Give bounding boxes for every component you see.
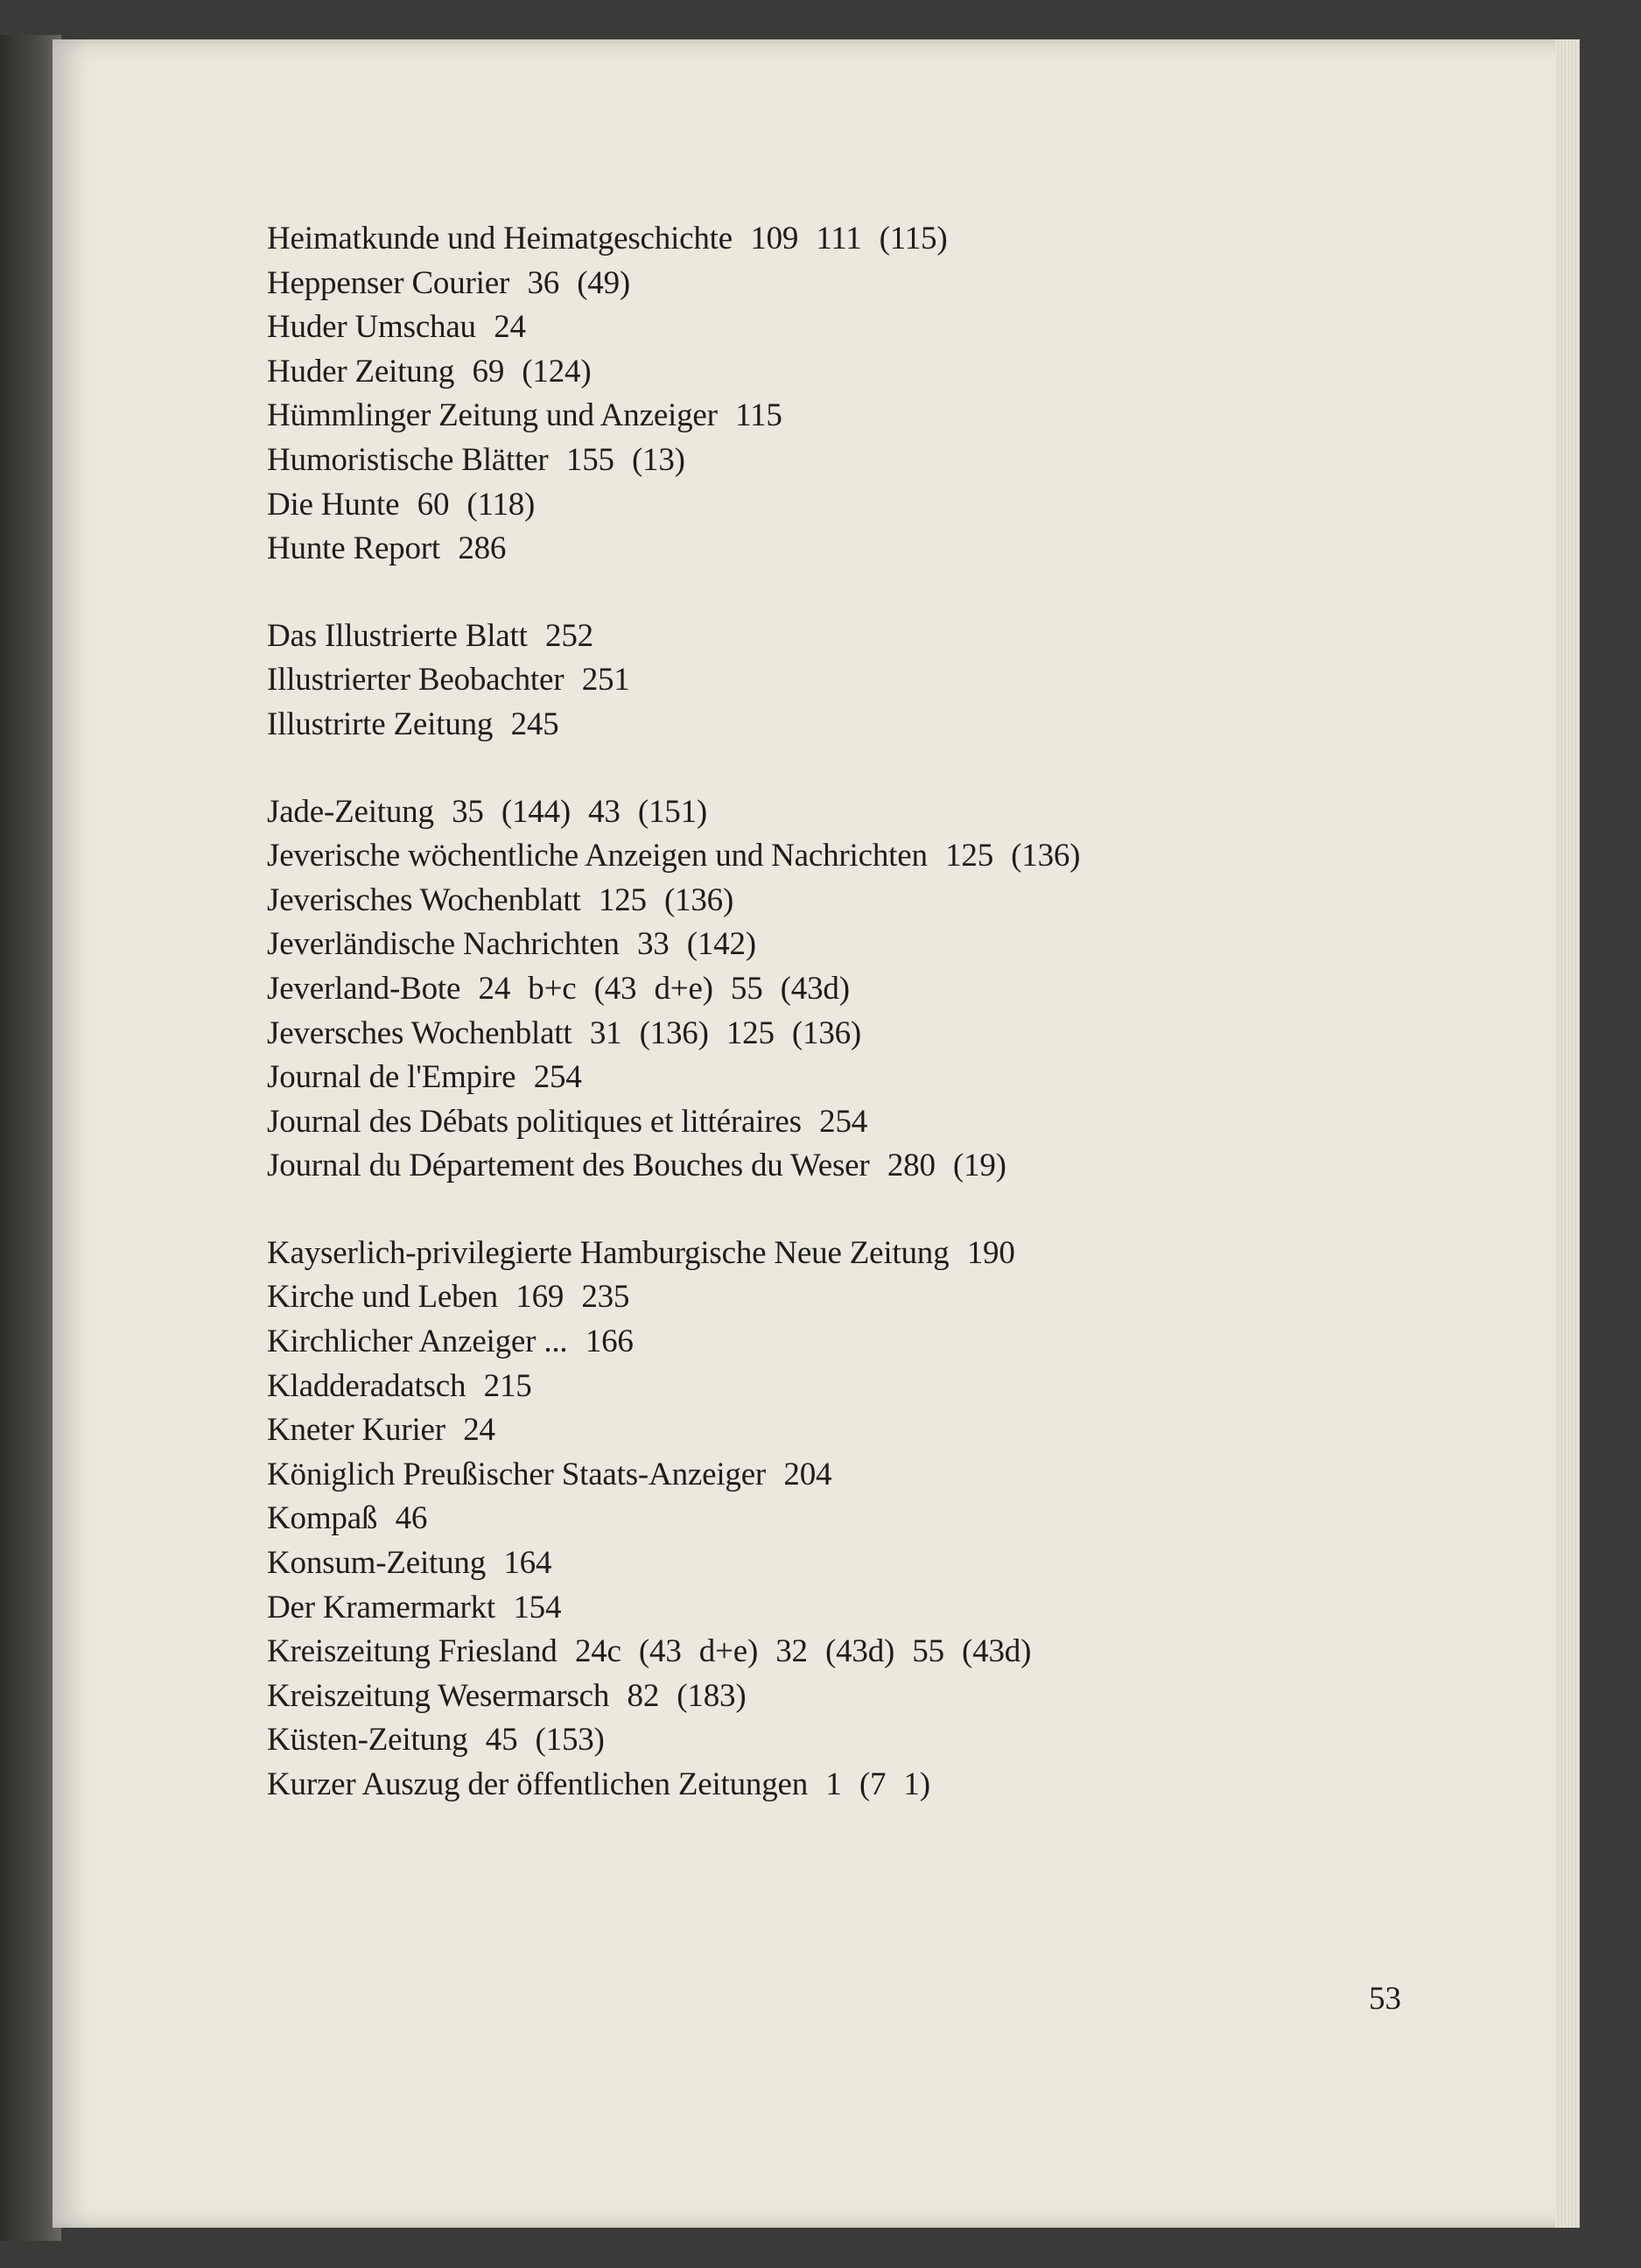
entry-page-refs: 155 (13) <box>565 441 685 478</box>
entry-page-refs: 24 b+c (43 d+e) 55 (43d) <box>478 970 850 1007</box>
entry-page-refs: 33 (142) <box>636 926 756 963</box>
entry-page-refs: 280 (19) <box>887 1148 1006 1184</box>
index-entry <box>267 879 1405 923</box>
index-section-k <box>267 1232 1405 1808</box>
index-entry <box>267 1453 1405 1498</box>
index-entry <box>267 967 1405 1012</box>
index-section-i <box>267 614 1405 748</box>
index-entry <box>267 1718 1405 1763</box>
index-entry <box>267 1056 1405 1100</box>
entry-title: Kurzer Auszug der öffentlichen Zeitungen <box>267 1766 809 1802</box>
entry-title: Humoristische Blätter <box>267 441 549 478</box>
index-entry <box>267 527 1405 572</box>
index-entry <box>267 439 1405 483</box>
index-entry <box>267 350 1405 395</box>
index-entry <box>267 1144 1405 1189</box>
entry-title: Kompaß <box>267 1500 378 1537</box>
index-entry <box>267 217 1405 262</box>
entry-page-refs: 125 (136) <box>598 881 734 918</box>
index-entry <box>267 1586 1405 1631</box>
index-entry <box>267 1763 1405 1808</box>
entry-page-refs: 154 <box>513 1589 562 1626</box>
entry-title: Heppenser Courier <box>267 264 510 301</box>
index-entry <box>267 1232 1405 1276</box>
entry-title: Kladderadatsch <box>267 1367 466 1404</box>
entry-title: Journal des Débats politiques et littéraires <box>267 1103 802 1140</box>
index-entry <box>267 305 1405 350</box>
entry-page-refs: 46 <box>395 1500 428 1537</box>
index-list <box>267 217 1405 1850</box>
entry-page-refs: 245 <box>510 706 559 742</box>
index-entry <box>267 1320 1405 1365</box>
index-entry <box>267 394 1405 439</box>
index-entry <box>267 1275 1405 1320</box>
entry-title: Küsten-Zeitung <box>267 1722 468 1759</box>
entry-title: Kreiszeitung Wesermarsch <box>267 1677 610 1714</box>
index-entry <box>267 1365 1405 1409</box>
page-number: 53 <box>1369 1981 1401 2017</box>
entry-page-refs: 36 (49) <box>527 264 631 301</box>
entry-page-refs: 251 <box>581 662 630 699</box>
entry-title: Jade-Zeitung <box>267 793 434 830</box>
entry-title: Huder Zeitung <box>267 353 455 390</box>
index-entry <box>267 790 1405 835</box>
entry-page-refs: 60 (118) <box>417 486 536 523</box>
entry-page-refs: 166 <box>585 1324 634 1360</box>
entry-page-refs: 169 235 <box>515 1279 630 1316</box>
index-entry <box>267 1408 1405 1453</box>
index-section-j <box>267 790 1405 1189</box>
entry-title: Jeverische wöchentliche Anzeigen und Nachrichten <box>267 838 928 874</box>
entry-page-refs: 24 <box>494 309 526 346</box>
entry-page-refs: 109 111 (115) <box>750 221 948 256</box>
entry-title: Journal du Département des Bouches du Weser <box>267 1148 870 1184</box>
entry-title: Heimatkunde und Heimatgeschichte <box>267 221 733 256</box>
entry-page-refs: 82 (183) <box>627 1677 747 1714</box>
entry-title: Kayserlich-privilegierte Hamburgische Neue Zeitung <box>267 1234 950 1271</box>
entry-page-refs: 215 <box>483 1367 532 1404</box>
entry-title: Jeverländische Nachrichten <box>267 926 620 963</box>
entry-page-refs: 204 <box>783 1456 832 1492</box>
index-entry <box>267 262 1405 306</box>
index-section-h <box>267 217 1405 572</box>
index-entry <box>267 1100 1405 1145</box>
entry-page-refs: 125 (136) <box>945 838 1081 874</box>
entry-title: Jeverland-Bote <box>267 970 461 1007</box>
index-entry <box>267 1497 1405 1541</box>
entry-title: Die Hunte <box>267 486 400 523</box>
entry-title: Journal de l'Empire <box>267 1059 516 1096</box>
index-entry <box>267 834 1405 879</box>
entry-title: Kreiszeitung Friesland <box>267 1633 558 1670</box>
entry-title: Illustrirte Zeitung <box>267 706 494 742</box>
index-entry <box>267 923 1405 967</box>
entry-page-refs: 252 <box>545 617 593 654</box>
index-entry <box>267 1541 1405 1586</box>
entry-title: Jeverisches Wochenblatt <box>267 881 581 918</box>
index-entry <box>267 1630 1405 1675</box>
index-entry <box>267 614 1405 659</box>
index-entry <box>267 1012 1405 1057</box>
entry-page-refs: 254 <box>533 1059 582 1096</box>
entry-title: Königlich Preußischer Staats-Anzeiger <box>267 1456 767 1492</box>
entry-title: Der Kramermarkt <box>267 1589 496 1626</box>
entry-page-refs: 115 <box>735 397 782 434</box>
index-entry <box>267 1675 1405 1719</box>
page-fore-edge <box>1555 39 1580 2228</box>
entry-title: Huder Umschau <box>267 309 476 346</box>
entry-page-refs: 69 (124) <box>472 353 592 390</box>
entry-page-refs: 35 (144) 43 (151) <box>452 793 708 830</box>
entry-page-refs: 164 <box>503 1545 552 1582</box>
index-entry <box>267 483 1405 528</box>
index-entry <box>267 703 1405 748</box>
entry-title: Kirchlicher Anzeiger ... <box>267 1324 568 1360</box>
entry-page-refs: 254 <box>819 1103 868 1140</box>
entry-page-refs: 24 <box>463 1412 495 1449</box>
entry-title: Hunte Report <box>267 530 440 567</box>
entry-page-refs: 1 (7 1) <box>825 1766 930 1802</box>
entry-title: Jeversches Wochenblatt <box>267 1015 572 1051</box>
entry-title: Kirche und Leben <box>267 1279 498 1316</box>
entry-page-refs: 286 <box>458 530 507 567</box>
entry-page-refs: 24c (43 d+e) 32 (43d) 55 (43d) <box>574 1633 1032 1670</box>
entry-page-refs: 190 <box>966 1234 1015 1271</box>
entry-title: Hümmlinger Zeitung und Anzeiger <box>267 397 718 434</box>
entry-page-refs: 31 (136) 125 (136) <box>589 1015 862 1051</box>
entry-title: Konsum-Zeitung <box>267 1545 487 1582</box>
entry-page-refs: 45 (153) <box>485 1722 605 1759</box>
entry-title: Illustrierter Beobachter <box>267 662 565 699</box>
entry-title: Kneter Kurier <box>267 1412 445 1449</box>
entry-title: Das Illustrierte Blatt <box>267 617 528 654</box>
index-entry <box>267 658 1405 703</box>
